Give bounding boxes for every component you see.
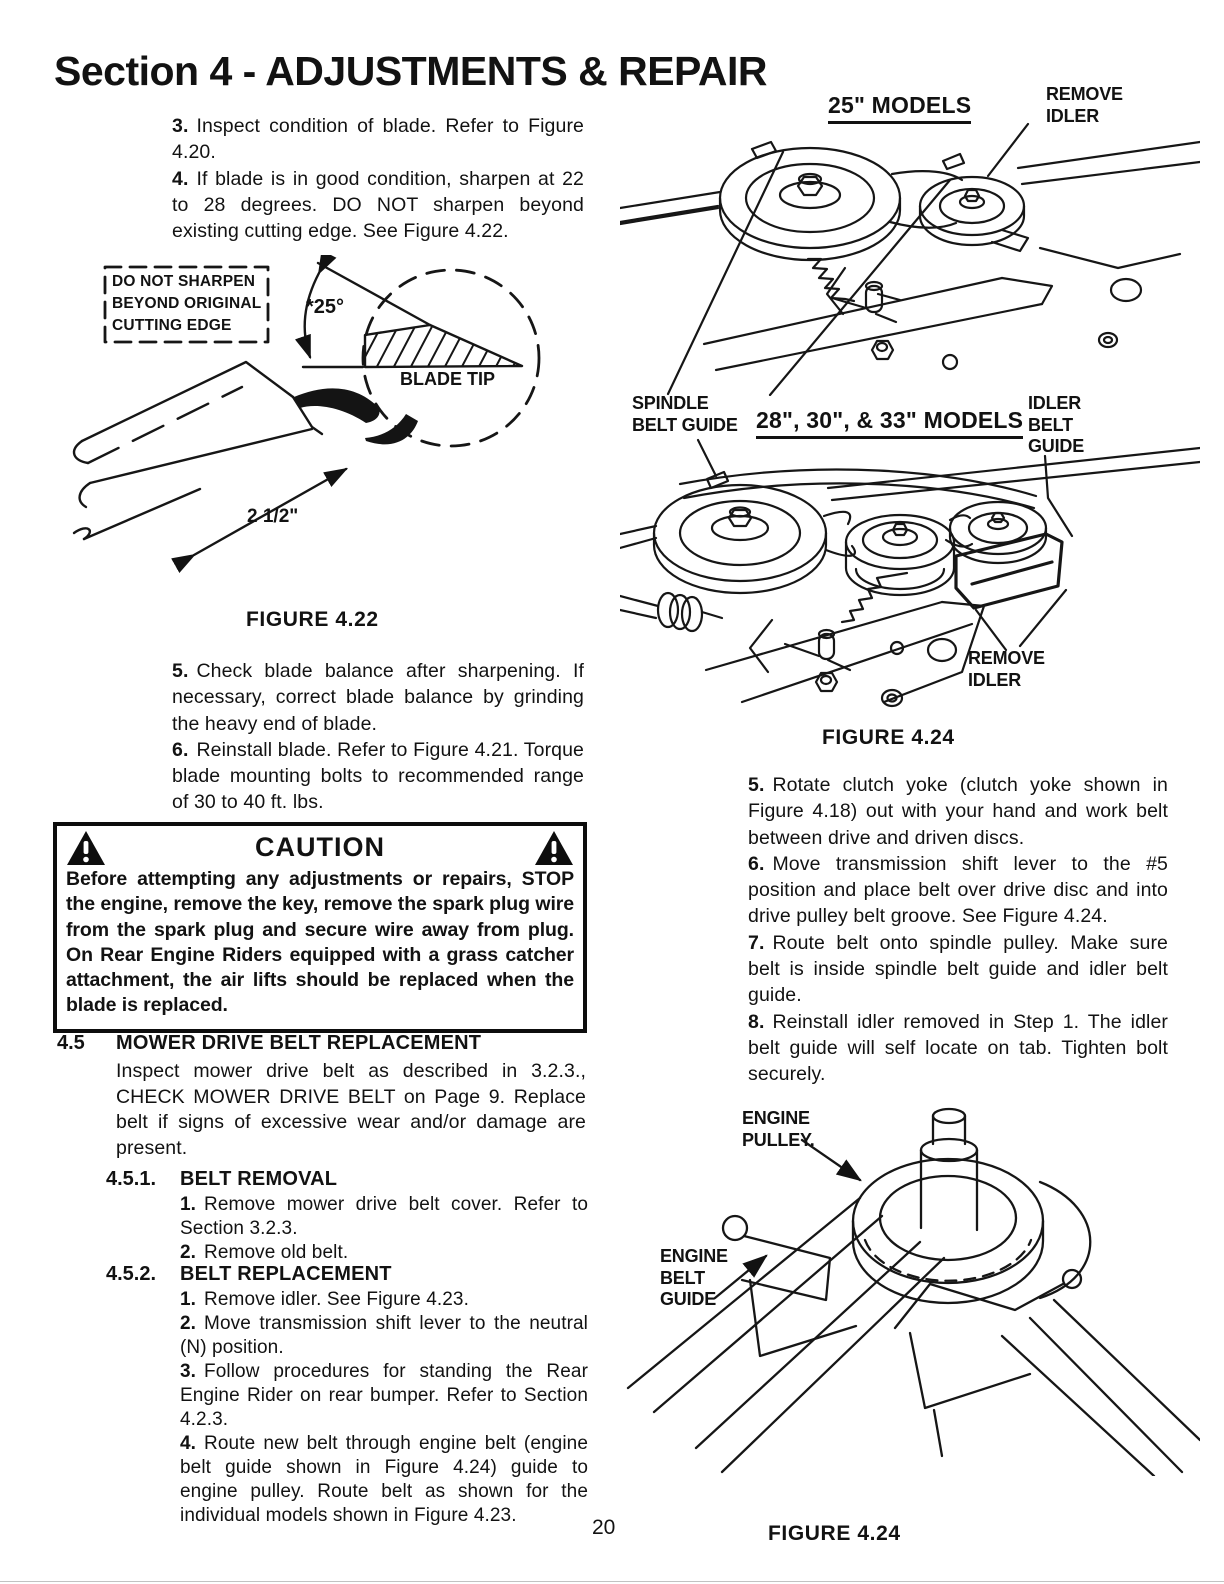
step-paragraph <box>748 851 1168 930</box>
step-text: Remove old belt. <box>204 1242 349 1263</box>
step-text: Rotate clutch yoke (clutch yoke shown in Figure 4.18) out with your hand and work belt between drive and driven discs. <box>748 774 1168 849</box>
belt-routing-steps <box>748 772 1168 1088</box>
step-number: 4. <box>180 1433 197 1454</box>
step-paragraph <box>180 1241 588 1265</box>
engine-pulley-label: ENGINE PULLEY. <box>742 1108 815 1150</box>
step-number: 7. <box>748 931 765 954</box>
step-paragraph <box>748 772 1168 851</box>
step-number: 2. <box>180 1313 197 1334</box>
figure-25-models-diagram <box>620 118 1200 396</box>
figure-4-22-caption: FIGURE 4.22 <box>246 608 379 631</box>
step-text: If blade is in good condition, sharpen at 22 to 28 degrees. DO NOT sharpen beyond existing cutting edge. See Figure 4.22. <box>172 167 584 243</box>
step-paragraph <box>180 1432 588 1528</box>
intro-steps-block <box>172 113 584 244</box>
heading-25-models: 25" MODELS <box>828 92 971 124</box>
section-4-5-number: 4.5 <box>57 1032 85 1054</box>
belt-replacement-steps <box>180 1288 588 1528</box>
caution-box <box>53 822 587 1033</box>
step-paragraph <box>180 1312 588 1360</box>
section-4-5-body: Inspect mower drive belt as described in 3.2.3., CHECK MOWER DRIVE BELT on Page 9. Replace belt if signs of excessive wear and/or damage are present. <box>116 1060 586 1159</box>
step-paragraph <box>748 930 1168 1009</box>
spindle-belt-guide-label: SPINDLE BELT GUIDE <box>632 393 738 435</box>
step-number: 5. <box>748 774 765 796</box>
caution-body: Before attempting any adjustments or repairs, STOP the engine, remove the key, remove the spark plug wire from the spark plug and secure wire away from plug. On Rear Engine Riders equipped with a grass catcher attachment, the air lifts should be replaced when the blade is replaced. <box>66 868 574 1017</box>
step-text: Move transmission shift lever to the neutral (N) position. <box>180 1313 588 1358</box>
section-4-5-2-title: BELT REPLACEMENT <box>180 1263 392 1285</box>
step-number: 3. <box>172 115 189 137</box>
step-number: 6. <box>172 738 189 761</box>
step-text: Inspect condition of blade. Refer to Figure 4.20. <box>172 115 584 164</box>
section-4-5-1-number: 4.5.1. <box>106 1168 157 1190</box>
step-text: Remove mower drive belt cover. Refer to Section 3.2.3. <box>180 1194 588 1239</box>
idler-belt-guide-label: IDLER BELT GUIDE <box>1028 393 1085 456</box>
step-paragraph <box>748 1009 1168 1088</box>
step-text: Route new belt through engine belt (engine belt guide shown in Figure 4.24) guide to engine pulley. Route belt as shown for the individual models shown in Figure 4.23. <box>180 1433 588 1526</box>
step-paragraph <box>180 1193 588 1241</box>
step-number: 1. <box>180 1194 197 1215</box>
warning-triangle-icon <box>66 830 106 866</box>
step-text: Route belt onto spindle pulley. Make sure belt is inside spindle belt guide and idler belt guide. <box>748 931 1168 1007</box>
step-text: Move transmission shift lever to the #5 position and place belt over drive disc and into drive pulley belt groove. See Figure 4.24. <box>748 852 1168 928</box>
figure-4-24-caption-bottom: FIGURE 4.24 <box>768 1522 901 1545</box>
step-text: Reinstall blade. Refer to Figure 4.21. Torque blade mounting bolts to recommended range of 30 to 40 ft. lbs. <box>172 738 584 814</box>
section-4-5-1-title: BELT REMOVAL <box>180 1168 338 1190</box>
step-number: 5. <box>172 660 189 682</box>
section-4-5-2-number: 4.5.2. <box>106 1263 157 1285</box>
angle-label: *25° <box>306 296 345 318</box>
blade-tip-label: BLADE TIP <box>400 369 496 389</box>
step-number: 4. <box>172 167 189 190</box>
remove-idler-label-mid: REMOVE IDLER <box>968 648 1045 690</box>
step-number: 3. <box>180 1361 197 1382</box>
figure-28-30-33-models-diagram <box>620 438 1200 726</box>
page-number: 20 <box>592 1516 616 1539</box>
step-paragraph <box>180 1288 588 1312</box>
step-paragraph <box>172 737 584 816</box>
section-4-5-title: MOWER DRIVE BELT REPLACEMENT <box>116 1032 482 1054</box>
warning-triangle-icon <box>534 830 574 866</box>
dimension-label: 2 1/2" <box>247 506 299 527</box>
page-title: Section 4 - ADJUSTMENTS & REPAIR <box>54 48 767 94</box>
belt-removal-steps <box>180 1193 588 1265</box>
step-number: 1. <box>180 1289 197 1310</box>
step-number: 2. <box>180 1242 197 1263</box>
scan-edge-line <box>0 1581 1224 1582</box>
step-text: Follow procedures for standing the Rear Engine Rider on rear bumper. Refer to Section 4.2.3. <box>180 1361 588 1430</box>
step-paragraph <box>180 1360 588 1432</box>
step-paragraph <box>172 166 584 245</box>
step-number: 6. <box>748 852 765 875</box>
remove-idler-label-top: REMOVE IDLER <box>1046 84 1123 126</box>
heading-28-30-33-models: 28", 30", & 33" MODELS <box>756 407 1023 439</box>
step-paragraph <box>172 113 584 166</box>
step-text: Check blade balance after sharpening. If necessary, correct blade balance by grinding the heavy end of blade. <box>172 660 584 735</box>
step-paragraph <box>172 658 584 737</box>
step-text: Reinstall idler removed in Step 1. The idler belt guide will self locate on tab. Tighten bolt securely. <box>748 1010 1168 1086</box>
figure-4-24-caption-top: FIGURE 4.24 <box>822 726 955 749</box>
step-text: Remove idler. See Figure 4.23. <box>204 1289 469 1310</box>
blade-steps-block <box>172 658 584 816</box>
step-number: 8. <box>748 1010 765 1033</box>
engine-belt-guide-label: ENGINE BELT GUIDE <box>660 1246 728 1309</box>
caution-title: CAUTION <box>255 832 385 862</box>
do-not-sharpen-label: DO NOT SHARPEN BEYOND ORIGINAL CUTTING EDGE <box>112 273 262 334</box>
